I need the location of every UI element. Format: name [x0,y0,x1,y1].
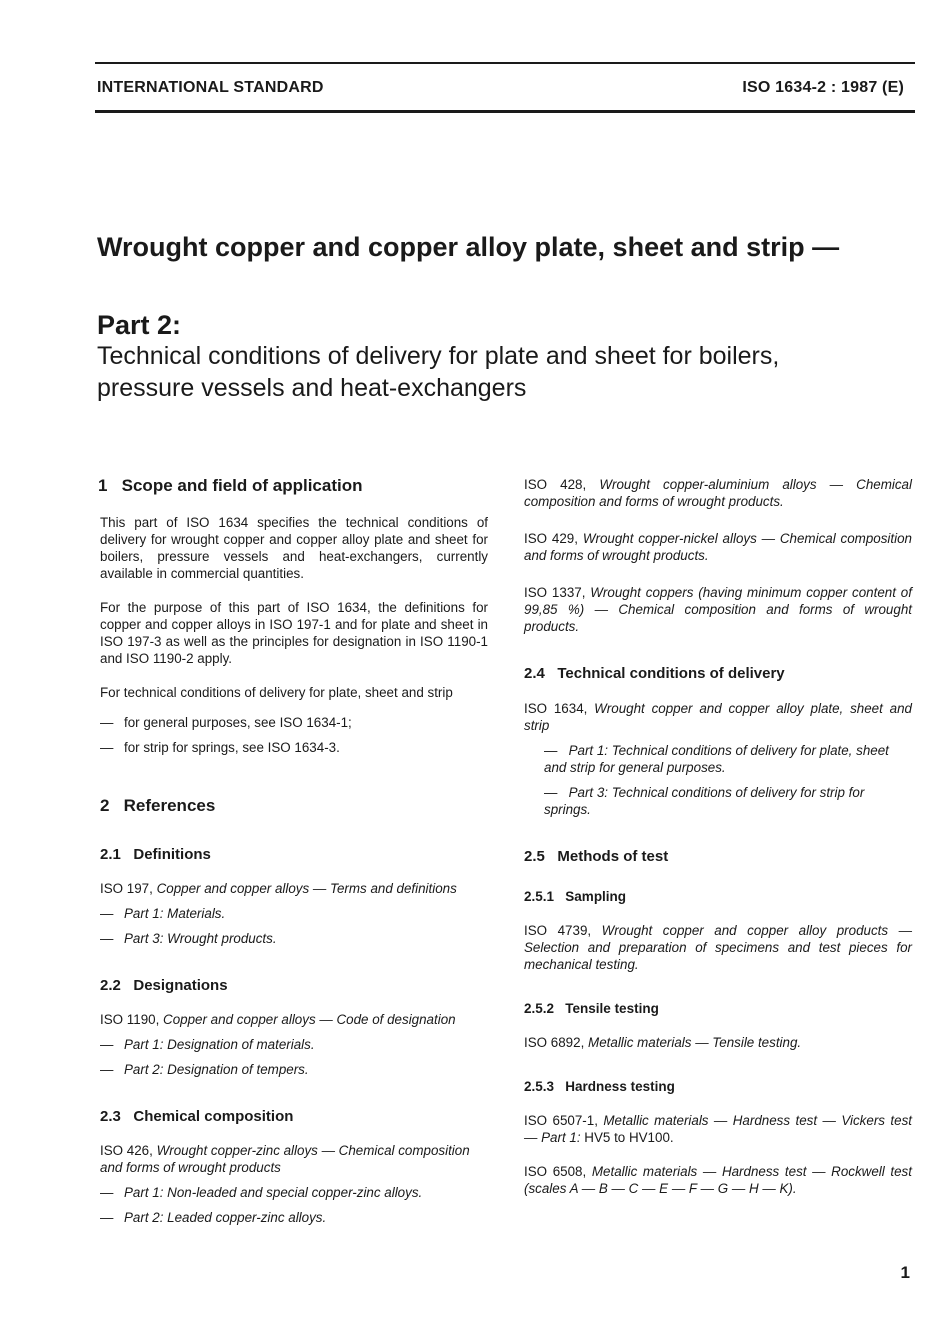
list-item: — for general purposes, see ISO 1634-1; [100,715,352,730]
section-2-5-heading: 2.5 Methods of test [524,848,669,865]
scope-paragraph-1: This part of ISO 1634 specifies the technical conditions of delivery for wrought copper and copper alloy plate and sheet for boilers, pressure vessels and heat-exchangers, currently available in commercial quantities. [100,515,488,581]
section-2-1-heading: 2.1 Definitions [100,846,211,863]
document-title: Wrought copper and copper alloy plate, sheet and strip — [97,232,840,262]
reference-entry: ISO 428, Wrought copper-aluminium alloys — Chemical composition and forms of wrought products. [524,477,912,509]
part-label: Part 2: [97,310,182,340]
list-item: — Part 1: Non-leaded and special copper-zinc alloys. [100,1185,423,1200]
list-item: — Part 1: Technical conditions of delivery for plate, sheet and strip for general purposes. [544,743,889,775]
scope-paragraph-2: For the purpose of this part of ISO 1634, the definitions for copper and copper alloys in ISO 197-1 and for plate and sheet in ISO 197-3 as well as the principles for designation in ISO 1190-1 and ISO 1190-2 apply. [100,600,488,666]
reference-entry: ISO 6892, Metallic materials — Tensile testing. [524,1035,802,1050]
section-2-5-3-heading: 2.5.3 Hardness testing [524,1079,675,1094]
scope-paragraph-3: For technical conditions of delivery for plate, sheet and strip [100,685,453,700]
reference-entry: ISO 6508, Metallic materials — Hardness test — Rockwell test (scales A — B — C — E — F — G — H — K). [524,1164,912,1196]
reference-entry: ISO 429, Wrought copper-nickel alloys — Chemical composition and forms of wrought products. [524,531,912,563]
section-2-heading: 2 References [100,796,216,815]
document-subtitle: Technical conditions of delivery for plate and sheet for boilers, pressure vessels and heat-exchangers [97,342,780,402]
section-2-4-heading: 2.4 Technical conditions of delivery [524,665,785,682]
list-item: — Part 3: Wrought products. [100,931,277,946]
header-document-type: INTERNATIONAL STANDARD [97,79,324,96]
reference-entry: ISO 1190, Copper and copper alloys — Code of designation [100,1012,456,1027]
list-item: — Part 2: Leaded copper-zinc alloys. [100,1210,327,1225]
section-1-heading [98,476,488,496]
header-standard-number: ISO 1634-2 : 1987 (E) [742,79,904,96]
reference-entry: ISO 1337, Wrought coppers (having minimum copper content of 99,85 %) — Chemical composition and forms of wrought products. [524,585,912,634]
reference-entry: ISO 426, Wrought copper-zinc alloys — Chemical composition and forms of wrought products [100,1143,470,1175]
reference-entry: ISO 1634, Wrought copper and copper alloy plate, sheet and strip [524,701,912,733]
list-item: — Part 2: Designation of tempers. [100,1062,309,1077]
header-bottom-rule [95,110,915,113]
section-2-3-heading: 2.3 Chemical composition [100,1108,294,1125]
section-title: Scope and field of application [121,476,363,495]
reference-entry: ISO 197, Copper and copper alloys — Terms and definitions [100,881,457,896]
section-number: 1 [98,476,108,495]
list-item: — Part 1: Materials. [100,906,226,921]
list-item: — Part 3: Technical conditions of delivery for strip for springs. [544,785,865,817]
page-number: 1 [900,1263,910,1282]
section-2-2-heading: 2.2 Designations [100,977,228,994]
left-column [100,476,488,1226]
reference-entry: ISO 6507-1, Metallic materials — Hardness test — Vickers test — Part 1: HV5 to HV100. [524,1113,912,1145]
list-item: — for strip for springs, see ISO 1634-3. [100,740,340,755]
reference-entry: ISO 4739, Wrought copper and copper alloy products — Selection and preparation of specimens and test pieces for mechanical testing. [524,923,912,972]
section-2-5-2-heading: 2.5.2 Tensile testing [524,1001,659,1016]
section-2-5-1-heading: 2.5.1 Sampling [524,889,627,904]
header-top-rule [95,62,915,64]
right-column [524,476,912,1197]
list-item: — Part 1: Designation of materials. [100,1037,315,1052]
